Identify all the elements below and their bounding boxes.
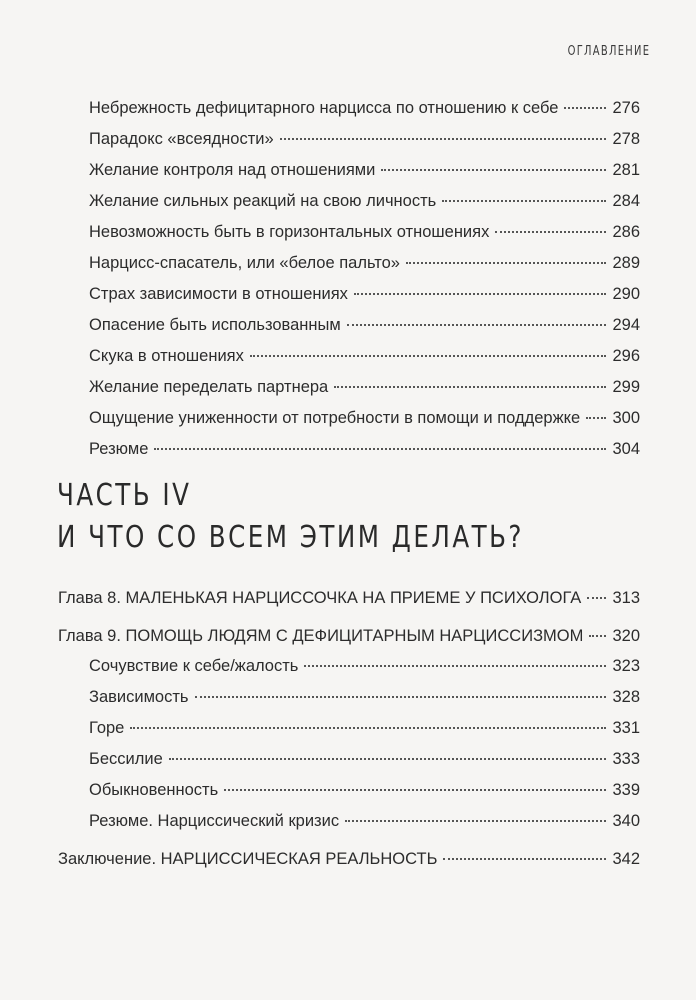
toc-entry[interactable] xyxy=(89,377,640,397)
toc-entry-page: 296 xyxy=(612,347,640,365)
toc-entry-title: Желание контроля над отношениями xyxy=(89,161,376,179)
toc-entry[interactable] xyxy=(89,160,640,180)
toc-conclusion[interactable] xyxy=(58,849,640,869)
toc-entry-page: 333 xyxy=(612,750,640,768)
toc-entry[interactable] xyxy=(89,687,640,707)
toc-entry-title: Скука в отношениях xyxy=(89,347,244,365)
toc-chapter-page: 313 xyxy=(612,589,640,607)
dot-leader xyxy=(443,858,606,860)
toc-entry-title: Горе xyxy=(89,719,125,737)
toc-entry[interactable] xyxy=(89,780,640,800)
toc-entry-page: 294 xyxy=(612,316,640,334)
toc-entry[interactable] xyxy=(89,98,640,118)
dot-leader xyxy=(280,138,607,140)
dot-leader xyxy=(334,386,606,388)
toc-entry-title: Резюме xyxy=(89,440,149,458)
toc-entry[interactable] xyxy=(89,656,640,676)
toc-chapter-page: 320 xyxy=(612,627,640,645)
toc-entry-title: Обыкновенность xyxy=(89,781,219,799)
toc-entry-title: Парадокс «всеядности» xyxy=(89,130,274,148)
dot-leader xyxy=(381,169,606,171)
toc-entry-title: Страх зависимости в отношениях xyxy=(89,285,348,303)
dot-leader xyxy=(250,355,607,357)
toc-entry[interactable] xyxy=(89,749,640,769)
toc-entry-page: 299 xyxy=(612,378,640,396)
dot-leader xyxy=(495,231,606,233)
toc-entry-title: Желание сильных реакций на свою личность xyxy=(89,192,437,210)
toc-entry[interactable] xyxy=(89,811,640,831)
toc-entry-page: 284 xyxy=(612,192,640,210)
toc-entry-title: Желание переделать партнера xyxy=(89,378,329,396)
toc-entry-page: 276 xyxy=(612,99,640,117)
dot-leader xyxy=(442,200,606,202)
toc-entry-page: 278 xyxy=(612,130,640,148)
dot-leader xyxy=(406,262,606,264)
dot-leader xyxy=(564,107,606,109)
toc-entry-title: Резюме. Нарциссический кризис xyxy=(89,812,340,830)
toc-entry[interactable] xyxy=(89,315,640,335)
toc-entry[interactable] xyxy=(89,284,640,304)
toc-entry-title: Опасение быть использованным xyxy=(89,316,341,334)
dot-leader xyxy=(154,448,606,450)
toc-entry-page: 289 xyxy=(612,254,640,272)
dot-leader xyxy=(169,758,607,760)
toc-chapter-9[interactable] xyxy=(58,626,640,646)
dot-leader xyxy=(354,293,607,295)
dot-leader xyxy=(195,696,607,698)
toc-entry-page: 286 xyxy=(612,223,640,241)
toc-entry-page: 300 xyxy=(612,409,640,427)
toc-entry-page: 304 xyxy=(612,440,640,458)
toc-entry[interactable] xyxy=(89,222,640,242)
toc-chapter-title: Глава 9. ПОМОЩЬ ЛЮДЯМ С ДЕФИЦИТАРНЫМ НАРЦИССИЗМОМ xyxy=(58,627,584,645)
dot-leader xyxy=(589,635,606,637)
toc-entry-page: 340 xyxy=(612,812,640,830)
toc-entry-title: Невозможность быть в горизонтальных отношениях xyxy=(89,223,490,241)
toc-entry-title: Зависимость xyxy=(89,688,189,706)
toc-entry-title: Небрежность дефицитарного нарцисса по отношению к себе xyxy=(89,99,559,117)
toc-entry[interactable] xyxy=(89,718,640,738)
toc-entry[interactable] xyxy=(89,408,640,428)
toc-entry[interactable] xyxy=(89,191,640,211)
dot-leader xyxy=(347,324,607,326)
toc-entry-page: 328 xyxy=(612,688,640,706)
toc-entry[interactable] xyxy=(89,253,640,273)
dot-leader xyxy=(586,417,606,419)
toc-entry[interactable] xyxy=(89,129,640,149)
part-heading-line2: И ЧТО СО ВСЕМ ЭТИМ ДЕЛАТЬ? xyxy=(57,520,524,555)
toc-entry[interactable] xyxy=(89,346,640,366)
toc-entry[interactable] xyxy=(89,439,640,459)
toc-entry-page: 281 xyxy=(612,161,640,179)
toc-entry-title: Бессилие xyxy=(89,750,163,768)
toc-entry-title: Сочувствие к себе/жалость xyxy=(89,657,299,675)
toc-entry-page: 290 xyxy=(612,285,640,303)
dot-leader xyxy=(130,727,606,729)
dot-leader xyxy=(587,597,606,599)
toc-chapter-title: Глава 8. МАЛЕНЬКАЯ НАРЦИССОЧКА НА ПРИЕМЕ У ПСИХОЛОГА xyxy=(58,589,582,607)
toc-chapter-8[interactable] xyxy=(58,588,640,608)
toc-entry-page: 323 xyxy=(612,657,640,675)
toc-conclusion-page: 342 xyxy=(612,850,640,868)
dot-leader xyxy=(304,665,606,667)
toc-entry-title: Нарцисс-спасатель, или «белое пальто» xyxy=(89,254,400,272)
part-heading-line1: ЧАСТЬ IV xyxy=(57,478,192,513)
running-head: ОГЛАВЛЕНИЕ xyxy=(567,44,650,59)
toc-conclusion-title: Заключение. НАРЦИССИЧЕСКАЯ РЕАЛЬНОСТЬ xyxy=(58,850,438,868)
toc-entry-title: Ощущение униженности от потребности в помощи и поддержке xyxy=(89,409,581,427)
toc-entry-page: 339 xyxy=(612,781,640,799)
dot-leader xyxy=(224,789,606,791)
dot-leader xyxy=(345,820,606,822)
toc-entry-page: 331 xyxy=(612,719,640,737)
